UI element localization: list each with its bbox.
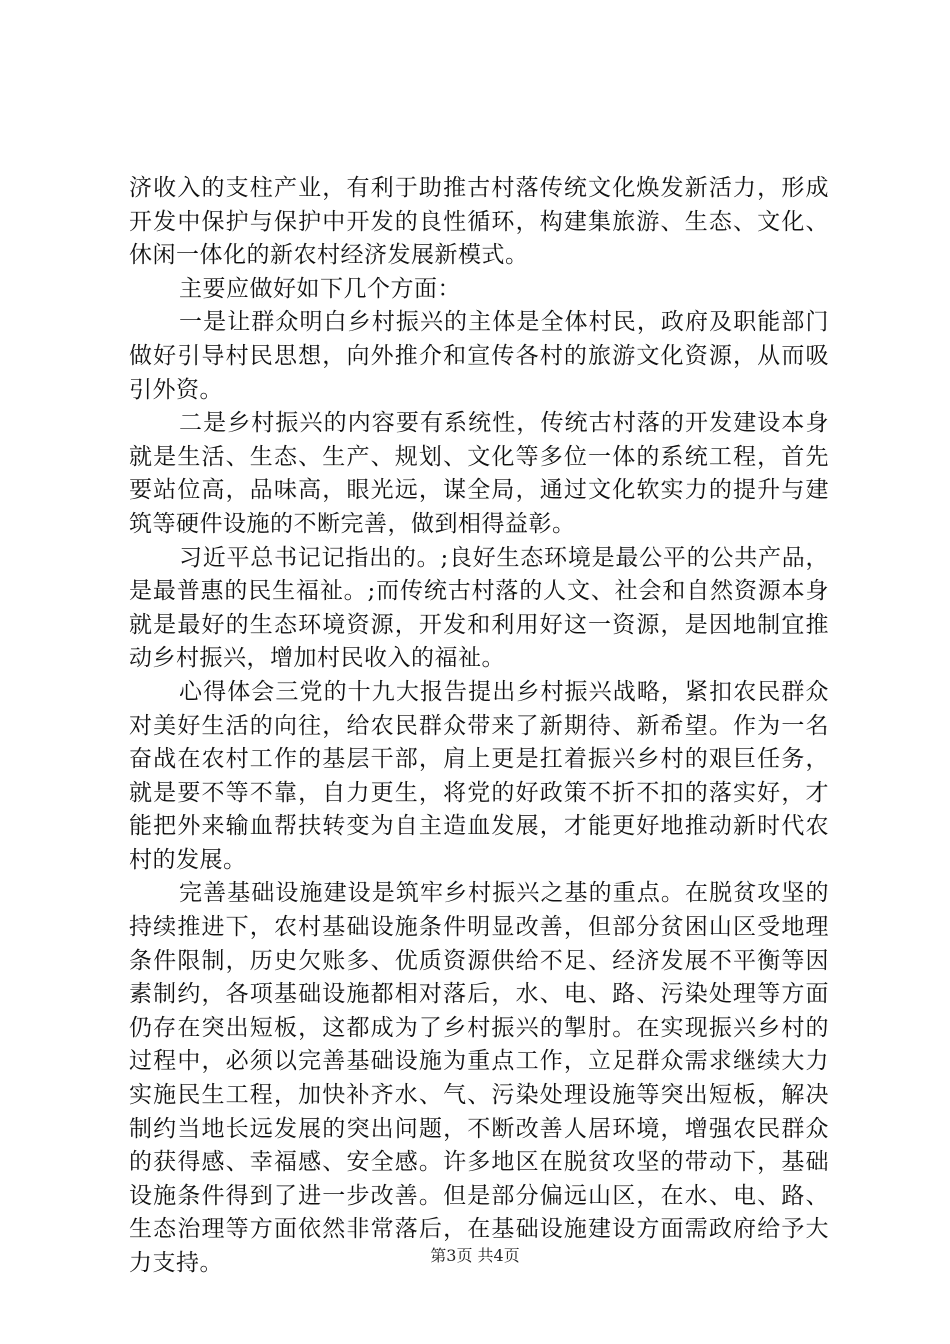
page-footer: 第3页 共4页 (430, 1246, 520, 1265)
paragraph-1: 济收入的支柱产业，有利于助推古村落传统文化焕发新活力，形成开发中保护与保护中开发的良性循环，构建集旅游、生态、文化、休闲一体化的新农村经济发展新模式。 (129, 175, 829, 269)
document-body (129, 172, 829, 1281)
paragraph-4: 二是乡村振兴的内容要有系统性，传统古村落的开发建设本身就是生活、生态、生产、规划、文化等多位一体的系统工程，首先要站位高，品味高，眼光远，谋全局，通过文化软实力的提升与建筑等硬件设施的不断完善，做到相得益彰。 (129, 410, 829, 537)
paragraph-6: 心得体会三党的十九大报告提出乡村振兴战略，紧扣农民群众对美好生活的向往，给农民群众带来了新期待、新希望。作为一名奋战在农村工作的基层干部，肩上更是扛着振兴乡村的艰巨任务，就是要不等不靠，自力更生，将党的好政策不折不扣的落实好，才能把外来输血帮扶转变为自主造血发展，才能更好地推动新时代农村的发展。 (129, 678, 829, 873)
paragraph-5: 习近平总书记记指出的。;良好生态环境是最公平的公共产品，是最普惠的民生福祉。;而传统古村落的人文、社会和自然资源本身就是最好的生态环境资源，开发和利用好这一资源，是因地制宜推动乡村振兴，增加村民收入的福祉。 (129, 544, 829, 672)
paragraph-3: 一是让群众明白乡村振兴的主体是全体村民，政府及职能部门做好引导村民思想，向外推介和宣传各村的旅游文化资源，从而吸引外资。 (129, 309, 829, 403)
paragraph-2: 主要应做好如下几个方面： (179, 275, 461, 302)
paragraph-7: 完善基础设施建设是筑牢乡村振兴之基的重点。在脱贫攻坚的持续推进下，农村基础设施条件明显改善，但部分贫困山区受地理条件限制，历史欠账多、优质资源供给不足、经济发展不平衡等因素制约，各项基础设施都相对落后，水、电、路、污染处理等方面仍存在突出短板，这都成为了乡村振兴的掣肘。在实现振兴乡村的过程中，必须以完善基础设施为重点工作，立足群众需求继续大力实施民生工程，加快补齐水、气、污染处理设施等突出短板，解决制约当地长远发展的突出问题，不断改善人居环境，增强农民群众的获得感、幸福感、安全感。许多地区在脱贫攻坚的带动下，基础设施条件得到了进一步改善。但是部分偏远山区，在水、电、路、生态治理等方面依然非常落后，在基础设施建设方面需政府给予大力支持。 (129, 880, 829, 1276)
